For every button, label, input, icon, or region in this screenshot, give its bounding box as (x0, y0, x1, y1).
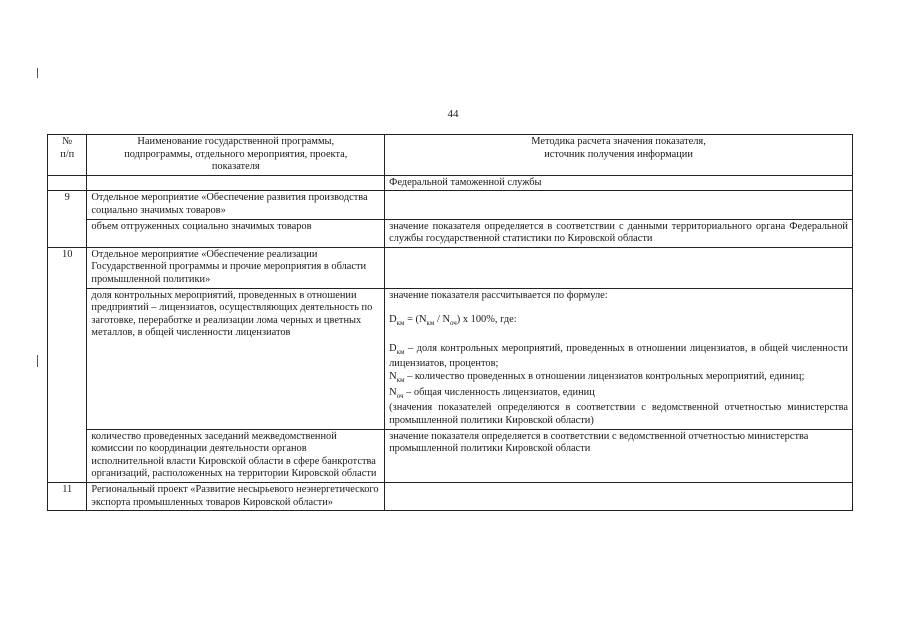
definition-noch (389, 387, 848, 403)
row-9-indicator: объем отгруженных социально значимых товаров (87, 219, 385, 247)
margin-mark-middle (37, 355, 38, 367)
var-noch-sub: оч (396, 391, 404, 400)
row-10-number: 10 (48, 247, 87, 482)
row-9-title: Отдельное мероприятие «Обеспечение развития производства социально значимых товаров» (87, 191, 385, 219)
table-row-10-indicator-2 (48, 429, 853, 482)
table-row-10-indicator-1 (48, 288, 853, 429)
definition-d (389, 343, 848, 371)
var-noch-def: – общая численность лицензиатов, единиц (403, 386, 595, 398)
formula-noch-sub: оч (449, 319, 457, 328)
var-nkm: N (389, 371, 397, 383)
var-d-def: – доля контрольных мероприятий, проведенных в отношении лицензиатов, в общей численности лицензиатов, процентов; (389, 342, 848, 370)
table-row-11-title (48, 482, 853, 510)
row-9-number: 9 (48, 191, 87, 247)
row-11-title: Региональный проект «Развитие несырьевого неэнергетического экспорта промышленных товаров Кировской области» (87, 482, 385, 510)
table-header-row (48, 135, 853, 176)
header-name: Наименование государственной программы, подпрограммы, отдельного мероприятия, проекта, показателя (87, 135, 385, 176)
table-row-continuation (48, 175, 853, 191)
formula-nkm-sub: км (426, 319, 435, 328)
var-d: D (389, 342, 397, 354)
row-10-indicator-2: количество проведенных заседаний межведомственной комиссии по координации деятельности органов исполнительной власти Кировской области в сфере банкротства организаций, расположенных на территории Кировской области (87, 429, 385, 482)
definition-nkm (389, 371, 848, 387)
page-number: 44 (447, 108, 459, 120)
formula-intro: значение показателя рассчитывается по формуле: (389, 289, 608, 301)
row-9-method: значение показателя определяется в соответствии с данными территориального органа Федеральной службы государственной статистики по Кировской области (385, 219, 853, 247)
table-row-9-indicator (48, 219, 853, 247)
cell-empty (87, 175, 385, 191)
var-noch: N (389, 386, 397, 398)
definition-note: (значения показателей определяются в соответствии с ведомственной отчетностью министерства промышленной политики Кировской области) (389, 402, 848, 426)
header-method: Методика расчета значения показателя, источник получения информации (385, 135, 853, 176)
cell-empty (385, 191, 853, 219)
row-10-indicator-1-method (385, 288, 853, 429)
row-10-indicator-1: доля контрольных мероприятий, проведенных в отношении предприятий – лицензиатов, осуществляющих деятельность по заготовке, переработке и реализации лома черных и цветных металлов, в общей численности лицензиатов (87, 288, 385, 429)
row-11-number: 11 (48, 482, 87, 510)
indicator-methodology-table (47, 134, 853, 511)
row-10-title: Отдельное мероприятие «Обеспечение реализации Государственной программы и прочие мероприятия в области промышленной политики» (87, 247, 385, 288)
var-d-sub: км (396, 347, 405, 356)
formula-eq: = (N (404, 314, 427, 326)
formula-d-sub: км (396, 319, 405, 328)
cell-empty (48, 175, 87, 191)
cell-empty (385, 247, 853, 288)
table-row-10-title (48, 247, 853, 288)
margin-mark-top (37, 68, 38, 78)
continuation-text: Федеральной таможенной службы (385, 175, 853, 191)
var-nkm-def: – количество проведенных в отношении лицензиатов контрольных мероприятий, единиц; (404, 371, 805, 383)
var-nkm-sub: км (396, 376, 405, 385)
formula-slash: / N (434, 314, 450, 326)
cell-empty (385, 482, 853, 510)
header-num: № п/п (48, 135, 87, 176)
formula-d: D (389, 314, 397, 326)
table-row-9-title (48, 191, 853, 219)
formula-tail: ) x 100%, где: (456, 314, 517, 326)
row-10-indicator-2-method: значение показателя определяется в соответствии с ведомственной отчетностью министерства промышленной политики Кировской области (385, 429, 853, 482)
formula (389, 314, 848, 330)
